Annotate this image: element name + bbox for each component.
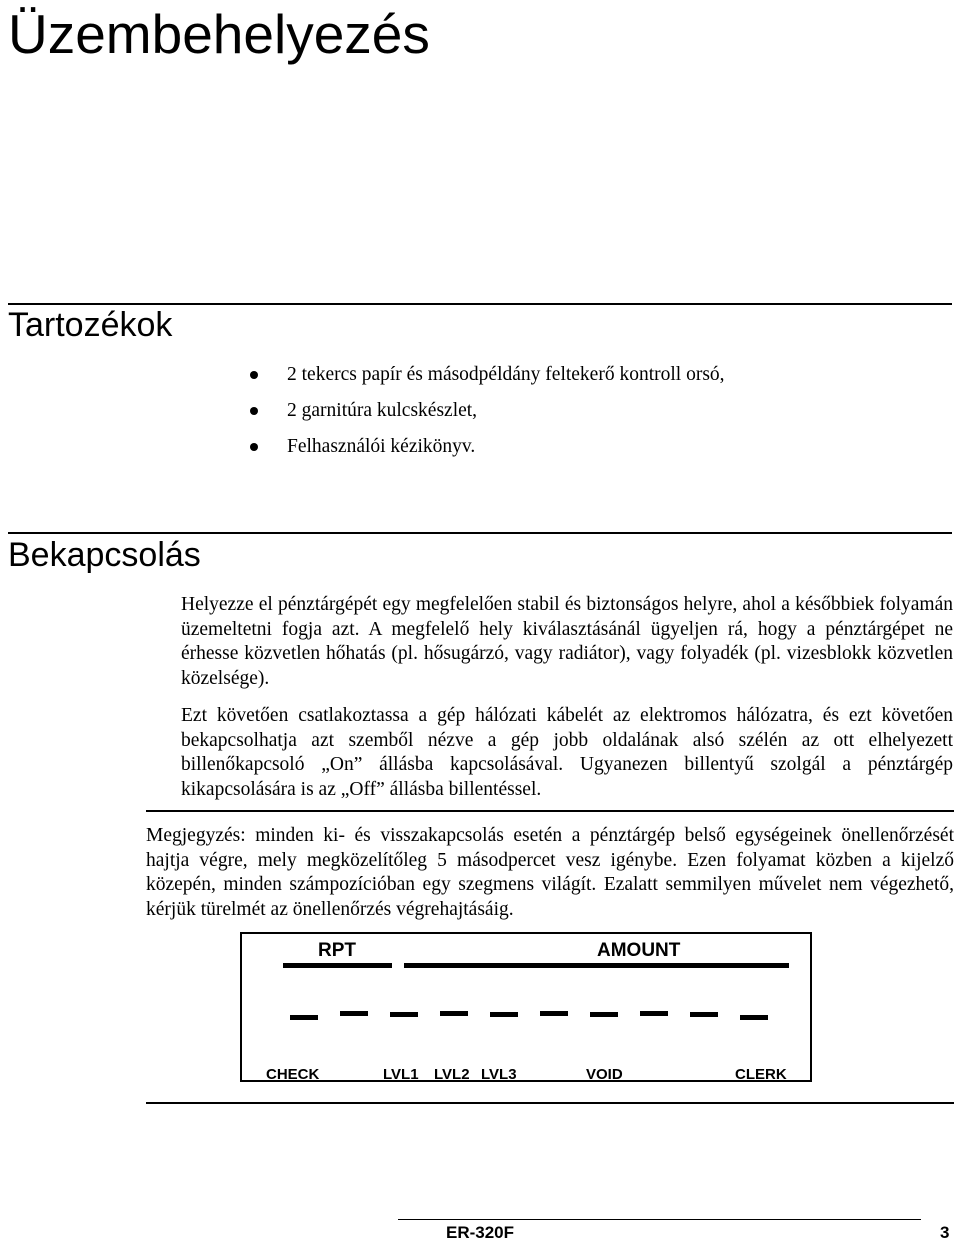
digit-segment	[740, 1015, 768, 1020]
digit-segment	[540, 1011, 568, 1016]
list-item: Felhasználói kézikönyv.	[250, 434, 725, 470]
section-divider-power-on	[8, 532, 952, 534]
indicator-check: CHECK	[266, 1066, 320, 1083]
indicator-clerk: CLERK	[735, 1066, 787, 1083]
rpt-underline	[283, 963, 392, 968]
bullet-icon	[250, 407, 258, 415]
indicator-lvl2: LVL2	[434, 1066, 470, 1083]
rpt-label: RPT	[318, 940, 356, 961]
footer-model-name: ER-320F	[446, 1223, 515, 1242]
amount-underline	[404, 963, 789, 968]
power-on-paragraph-2: Ezt követően csatlakoztassa a gép hálózati kábelét az elektromos hálózatra, és ezt követően bekapcsolhatja azt szemből nézve a gép jobb oldalának alsó szélén az ott elhelyezett billenőkapcsoló „On” állásba kapcsolásával. Ugyanezen billentyű szolgál a pénztárgép kikapcsolására is az „Off” állásba billentéssel.	[181, 705, 953, 800]
list-item: 2 garnitúra kulcskészlet,	[250, 398, 725, 434]
power-on-paragraph-1: Helyezze el pénztárgépét egy megfelelően stabil és biztonságos helyre, ahol a későbbiek folyamán üzemeltetni fogja azt. A megfelelő hely kiválasztásánál ügyeljen rá, hogy a pénztárgépet ne érhesse közvetlen hőhatás (pl. hősugárzó, vagy radiátor), vagy folyadék (pl. vizesblokk közvetlen közelsége).	[181, 594, 953, 689]
page-title: Üzembehelyezés	[8, 3, 430, 65]
digit-segment	[340, 1011, 368, 1016]
indicator-lvl1: LVL1	[383, 1066, 419, 1083]
amount-label: AMOUNT	[597, 940, 681, 961]
digit-segment	[640, 1011, 668, 1016]
section-heading-power-on: Bekapcsolás	[8, 536, 201, 574]
digit-segment	[490, 1012, 518, 1017]
footer-rule	[398, 1219, 921, 1220]
indicator-void: VOID	[586, 1066, 623, 1083]
digit-segment	[440, 1011, 468, 1016]
accessories-list	[250, 362, 725, 470]
indicator-lvl3: LVL3	[481, 1066, 517, 1083]
bullet-icon	[250, 443, 258, 451]
section-heading-accessories: Tartozékok	[8, 306, 173, 344]
digit-segment	[590, 1012, 618, 1017]
footer-page-number: 3	[940, 1223, 950, 1242]
display-illustration	[240, 932, 812, 1082]
bullet-icon	[250, 371, 258, 379]
digit-segment	[390, 1012, 418, 1017]
note-paragraph: Megjegyzés: minden ki- és visszakapcsolás esetén a pénztárgép belső egységeinek önellenőrzését hajtja végre, mely megközelítőleg 5 másodpercet vesz igénybe. Ezen folyamat közben a kijelző közepén, minden számpozícióban egy szegmens világít. Ezalatt semmilyen művelet nem végezhető, kérjük türelmét az önellenőrzés végrehajtásáig.	[146, 825, 954, 920]
digit-segment	[690, 1012, 718, 1017]
digit-segment	[290, 1015, 318, 1020]
note-divider-top	[146, 810, 954, 812]
note-divider-bottom	[146, 1102, 954, 1104]
list-item: 2 tekercs papír és másodpéldány feltekerő kontroll orsó,	[250, 362, 725, 398]
